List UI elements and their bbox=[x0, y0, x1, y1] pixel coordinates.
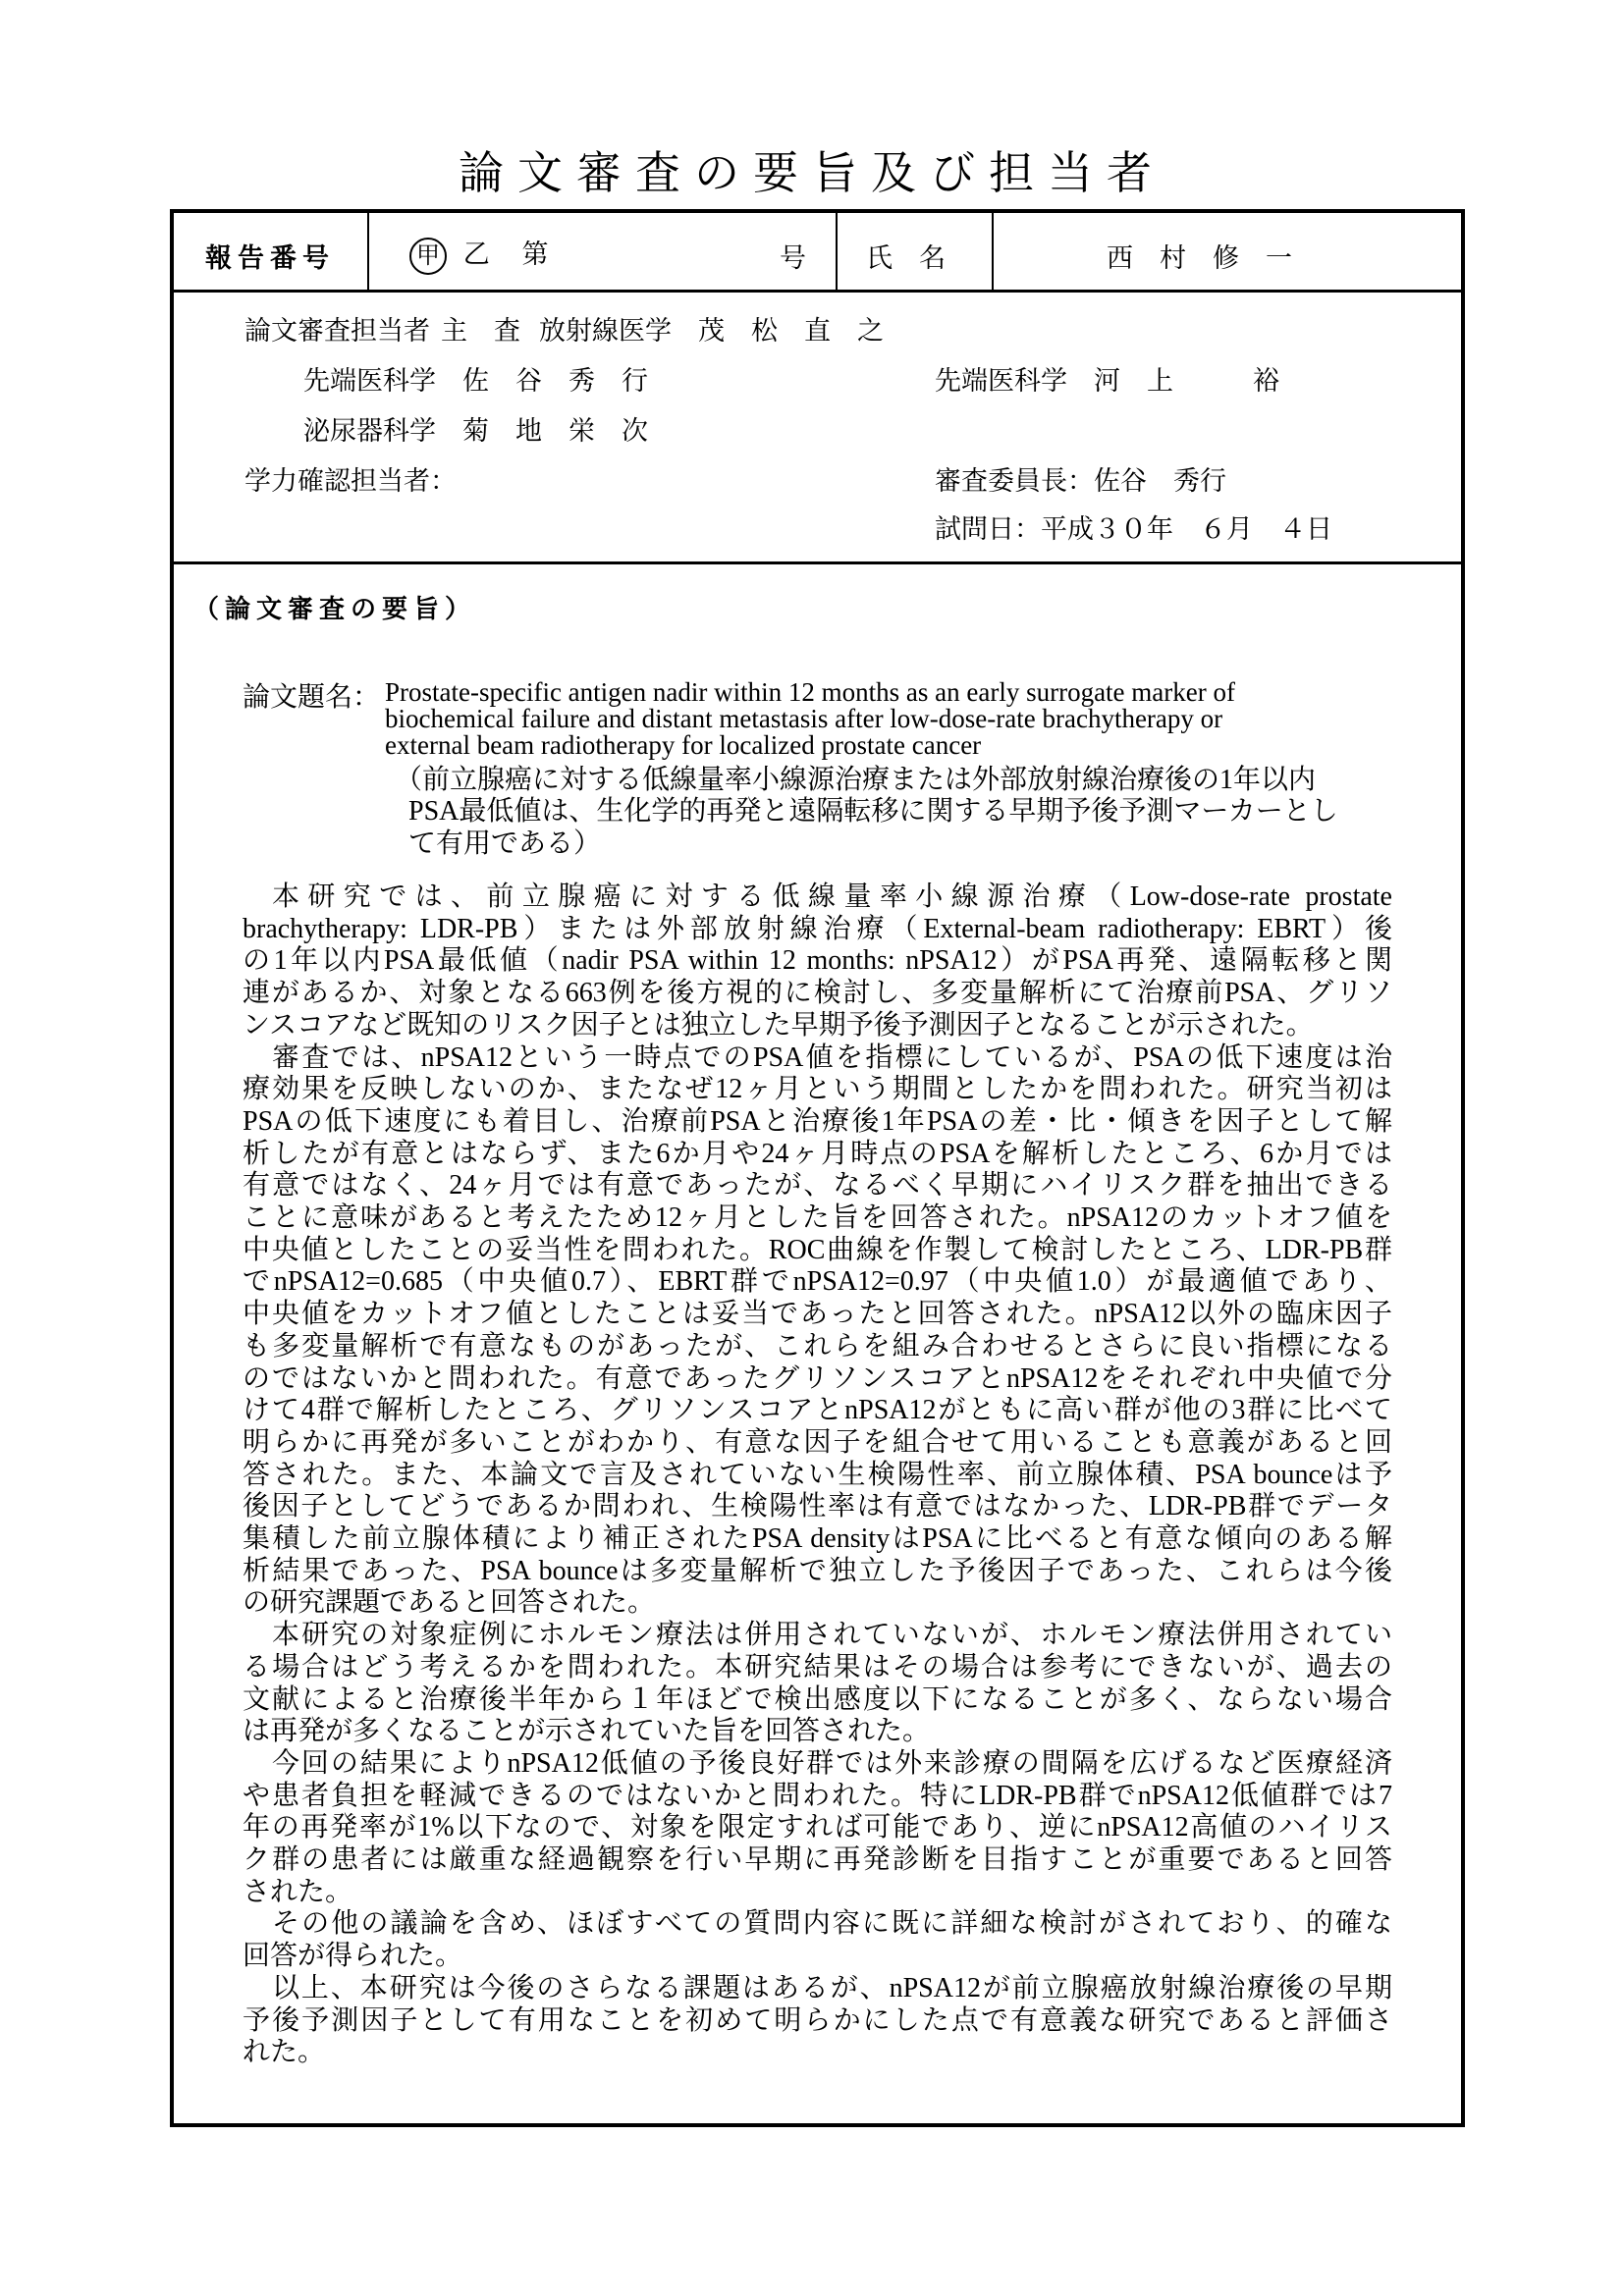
committee-chair: 審査委員長：佐谷 秀行 bbox=[935, 466, 1226, 496]
name-label: 氏 名 bbox=[866, 243, 946, 273]
body-paragraph-line: brachytherapy: LDR-PB）または外部放射線治療（External-beam radiotherapy: EBRT）後 bbox=[243, 913, 1392, 944]
candidate-name: 西 村 修 一 bbox=[1107, 243, 1292, 273]
paper-title-ja-line: PSA最低値は、生化学的再発と遠隔転移に関する早期予後予測マーカーとし bbox=[408, 796, 1338, 827]
divider bbox=[992, 213, 994, 292]
body-paragraph-line: 析結果であった、PSA bounceは多変量解析で独立した予後因子であった、これらは今後 bbox=[243, 1555, 1392, 1586]
paper-title-en-line: Prostate-specific antigen nadir within 12 months as an early surrogate marker of bbox=[385, 677, 1235, 707]
other-type: 乙 bbox=[462, 240, 490, 269]
paper-title-en-line: external beam radiotherapy for localized prostate cancer bbox=[385, 730, 982, 760]
chief-role: 主 査 bbox=[441, 316, 520, 346]
body-paragraph-line: 文献によると治療後半年から１年ほどで検出感度以下になることが多く、ならない場合 bbox=[243, 1683, 1392, 1715]
divider bbox=[836, 213, 838, 292]
body-paragraph-line: 中央値としたことの妥当性を問われた。ROC曲線を作製して検討したところ、LDR-PB群 bbox=[243, 1234, 1392, 1265]
exam-date: 試問日：平成３０年 ６月 ４日 bbox=[935, 514, 1332, 544]
paper-title-en-line: biochemical failure and distant metastasis after low-dose-rate brachytherapy or bbox=[385, 704, 1223, 733]
body-paragraph-line: 中央値をカットオフ値としたことは妥当であったと回答された。nPSA12以外の臨床因子 bbox=[243, 1299, 1392, 1330]
committee-label: 論文審査担当者 bbox=[244, 316, 430, 346]
document-title: 論文審査の要旨及び担当者 bbox=[459, 148, 1165, 198]
member-3: 泌尿器科学 菊 地 栄 次 bbox=[303, 416, 648, 446]
body-paragraph-line: PSAの低下速度にも着目し、治療前PSAと治療後1年PSAの差・比・傾きを因子として解 bbox=[243, 1105, 1392, 1137]
body-paragraph-line: 審査では、nPSA12という一時点でのPSA値を指標にしているが、PSAの低下速度は治 bbox=[272, 1041, 1392, 1073]
body-paragraph-line: る場合はどう考えるかを問われた。本研究結果はその場合は参考にできないが、過去の bbox=[243, 1651, 1392, 1682]
body-paragraph-line: も多変量解析で有意なものがあったが、これらを組み合わせるとさらに良い指標になる bbox=[243, 1330, 1392, 1362]
circled-type: 甲 bbox=[409, 238, 447, 275]
chief-examiner: 放射線医学 茂 松 直 之 bbox=[539, 316, 884, 346]
body-paragraph-line: でnPSA12=0.685（中央値0.7）、EBRT群でnPSA12=0.97（中央値1.0）が最適値であり、 bbox=[243, 1266, 1392, 1298]
divider bbox=[174, 561, 1461, 564]
body-paragraph-line: のではないかと問われた。有意であったグリソンスコアとnPSA12をそれぞれ中央値で分 bbox=[243, 1362, 1392, 1394]
body-paragraph-line: 回答が得られた。 bbox=[243, 1941, 463, 1972]
body-paragraph-line: 析したが有意とはならず、また6か月や24ヶ月時点のPSAを解析したところ、6か月では bbox=[243, 1138, 1392, 1169]
member-1: 先端医科学 佐 谷 秀 行 bbox=[303, 366, 648, 396]
body-paragraph-line: れた。 bbox=[243, 2037, 326, 2068]
body-paragraph-line: 療効果を反映しないのか、またなぜ12ヶ月という期間としたかを問われた。研究当初は bbox=[243, 1074, 1392, 1105]
body-paragraph-line: 連があるか、対象となる663例を後方視的に検討し、多変量解析にて治療前PSA、グリソ bbox=[243, 978, 1392, 1009]
divider bbox=[174, 290, 1461, 293]
paper-title-ja-line: （前立腺癌に対する低線量率小線源治療または外部放射線治療後の1年以内 bbox=[395, 765, 1317, 795]
body-paragraph-line: 以上、本研究は今後のさらなる課題はあるが、nPSA12が前立腺癌放射線治療後の早期 bbox=[272, 1972, 1392, 2003]
body-paragraph-line: の1年以内PSA最低値（nadir PSA within 12 months: nPSA12）がPSA再発、遠隔転移と関 bbox=[243, 945, 1392, 977]
body-paragraph-line: や患者負担を軽減できるのではないかと問われた。特にLDR-PB群でnPSA12低値群では7 bbox=[243, 1780, 1392, 1811]
dai-label: 第 bbox=[521, 240, 549, 269]
report-number-label: 報告番号 bbox=[205, 243, 335, 273]
body-paragraph-line: 予後予測因子として有用なことを初めて明らかにした点で有意義な研究であると評価さ bbox=[243, 2004, 1392, 2036]
divider bbox=[367, 213, 369, 292]
body-paragraph-line: された。 bbox=[243, 1876, 353, 1907]
body-paragraph-line: その他の議論を含め、ほぼすべての質問内容に既に詳細な検討がされており、的確な bbox=[272, 1908, 1392, 1940]
body-paragraph-line: 今回の結果によりnPSA12低値の予後良好群では外来診療の間隔を広げるなど医療経済 bbox=[272, 1747, 1392, 1779]
body-paragraph-line: 答された。また、本論文で言及されていない生検陽性率、前立腺体積、PSA bounceは予 bbox=[243, 1459, 1392, 1490]
body-paragraph-line: 年の再発率が1%以下なので、対象を限定すれば可能であり、逆にnPSA12高値のハイリス bbox=[243, 1812, 1392, 1843]
academic-check-label: 学力確認担当者： bbox=[244, 466, 457, 496]
body-paragraph-line: は再発が多くなることが示されていた旨を回答された。 bbox=[243, 1716, 931, 1747]
body-paragraph-line: ンスコアなど既知のリスク因子とは独立した早期予後予測因子となることが示された。 bbox=[243, 1009, 1314, 1041]
paper-title-ja-line: て有用である） bbox=[408, 828, 602, 859]
body-paragraph-line: ことに意味があると考えたため12ヶ月とした旨を回答された。nPSA12のカットオフ値を bbox=[243, 1202, 1392, 1233]
body-paragraph-line: 後因子としてどうであるか問われ、生検陽性率は有意ではなかった、LDR-PB群でデータ bbox=[243, 1491, 1392, 1522]
summary-heading: （論文審査の要旨） bbox=[193, 595, 477, 623]
go-label: 号 bbox=[780, 243, 806, 273]
member-2: 先端医科学 河 上 裕 bbox=[935, 366, 1279, 396]
body-paragraph-line: 本研究では、前立腺癌に対する低線量率小線源治療（Low-dose-rate prostate bbox=[272, 881, 1392, 912]
body-paragraph-line: 明らかに再発が多いことがわかり、有意な因子を組合せて用いることも意義があると回 bbox=[243, 1426, 1392, 1458]
body-paragraph-line: の研究課題であると回答された。 bbox=[243, 1587, 656, 1619]
body-paragraph-line: けて4群で解析したところ、グリソンスコアとnPSA12がともに高い群が他の3群に比べて bbox=[243, 1395, 1392, 1426]
body-paragraph-line: 本研究の対象症例にホルモン療法は併用されていないが、ホルモン療法併用されてい bbox=[272, 1620, 1392, 1651]
body-paragraph-line: 集積した前立腺体積により補正されたPSA densityはPSAに比べると有意な傾向のある解 bbox=[243, 1523, 1392, 1554]
body-paragraph-line: 有意ではなく、24ヶ月では有意であったが、なるべく早期にハイリスク群を抽出できる bbox=[243, 1170, 1392, 1201]
paper-title-label: 論文題名： bbox=[243, 682, 381, 713]
degree-type bbox=[409, 233, 549, 275]
body-paragraph-line: ク群の患者には厳重な経過観察を行い早期に再発診断を目指すことが重要であると回答 bbox=[243, 1844, 1392, 1875]
